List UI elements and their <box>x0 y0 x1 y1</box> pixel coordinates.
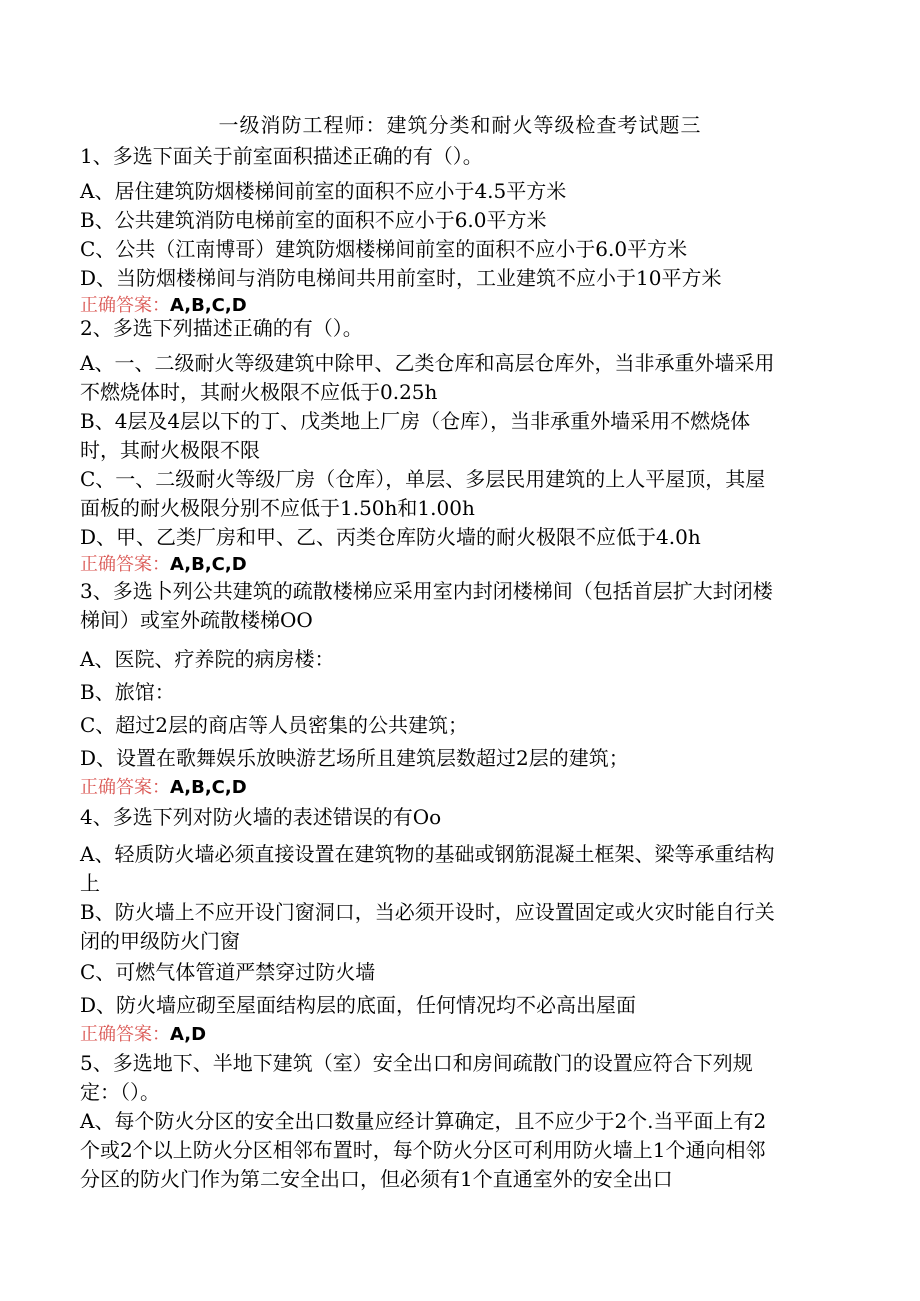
option-a-line-1: A、每个防火分区的安全出口数量应经计算确定，且不应少于2个.当平面上有2 <box>80 1109 767 1133</box>
option-d: D、甲、乙类厂房和甲、乙、丙类仓库防火墙的耐火极限不应低于4.0h <box>80 525 701 549</box>
answer-value: A,B,C,D <box>170 777 247 798</box>
option-a-line-1: A、轻质防火墙必须直接设置在建筑物的基础或钢筋混凝土框架、梁等承重结构 <box>80 842 775 866</box>
option-c: C、可燃气体管道严禁穿过防火墙 <box>80 960 376 984</box>
option-b-line-1: B、防火墙上不应开设门窗洞口，当必须开设时，应设置固定或火灾时能自行关 <box>80 900 775 924</box>
answer-label: 正确答案： <box>80 554 170 575</box>
option-b-line-1: B、4层及4层以下的丁、戊类地上厂房（仓库），当非承重外墙采用不燃烧体 <box>80 409 751 433</box>
option-c: C、公共（江南博哥）建筑防烟楼梯间前室的面积不应小于6.0平方米 <box>80 237 688 261</box>
question-stem-line-2: 定：（）。 <box>80 1080 160 1104</box>
option-d: D、当防烟楼梯间与消防电梯间共用前室时，工业建筑不应小于10平方米 <box>80 266 722 290</box>
option-a-line-2: 不燃烧体时，其耐火极限不应低于0.25h <box>80 380 438 404</box>
option-a-line-1: A、一、二级耐火等级建筑中除甲、乙类仓库和高层仓库外，当非承重外墙采用 <box>80 351 775 375</box>
question-2 <box>80 314 840 578</box>
question-stem-line-2: 梯间）或室外疏散楼梯OO <box>80 608 313 632</box>
option-c: C、超过2层的商店等人员密集的公共建筑； <box>80 713 469 737</box>
question-stem: 1、多选下面关于前室面积描述正确的有（）。 <box>80 144 483 168</box>
option-a: A、居住建筑防烟楼梯间前室的面积不应小于4.5平方米 <box>80 179 567 203</box>
question-5 <box>80 1049 840 1194</box>
correct-answer <box>80 1022 840 1048</box>
option-b-line-2: 闭的甲级防火门窗 <box>80 929 240 953</box>
option-d: D、防火墙应砌至屋面结构层的底面，任何情况均不必高出屋面 <box>80 993 637 1017</box>
question-3 <box>80 577 840 801</box>
option-b: B、旅馆： <box>80 680 175 704</box>
question-stem: 2、多选下列描述正确的有（）。 <box>80 316 363 340</box>
option-d: D、设置在歌舞娱乐放映游艺场所且建筑层数超过2层的建筑； <box>80 746 629 770</box>
question-4 <box>80 803 840 1048</box>
option-b: B、公共建筑消防电梯前室的面积不应小于6.0平方米 <box>80 208 547 232</box>
correct-answer <box>80 775 840 801</box>
question-1 <box>80 142 840 319</box>
option-c-line-2: 面板的耐火极限分别不应低于1.50h和1.00h <box>80 496 475 520</box>
question-stem: 4、多选下列对防火墙的表述错误的有Oo <box>80 805 442 829</box>
page-title: 一级消防工程师：建筑分类和耐火等级检查考试题三 <box>218 113 702 137</box>
answer-value: A,B,C,D <box>170 554 247 575</box>
option-a-line-2: 个或2个以上防火分区相邻布置时，每个防火分区可利用防火墙上1个通向相邻 <box>80 1138 766 1162</box>
option-a-line-3: 分区的防火门作为第二安全出口，但必须有1个直通室外的安全出口 <box>80 1167 673 1191</box>
option-a: A、医院、疗养院的病房楼： <box>80 647 335 671</box>
answer-value: A,B,C,D <box>170 295 247 316</box>
answer-label: 正确答案： <box>80 295 170 316</box>
answer-value: A,D <box>170 1024 207 1045</box>
option-c-line-1: C、一、二级耐火等级厂房（仓库），单层、多层民用建筑的上人平屋顶，其屋 <box>80 467 766 491</box>
correct-answer <box>80 552 840 578</box>
answer-label: 正确答案： <box>80 1024 170 1045</box>
question-stem-line-1: 5、多选地下、半地下建筑（室）安全出口和房间疏散门的设置应符合下列规 <box>80 1051 753 1075</box>
option-b-line-2: 时，其耐火极限不限 <box>80 438 260 462</box>
question-stem-line-1: 3、多选卜列公共建筑的疏散楼梯应采用室内封闭楼梯间（包括首层扩大封闭楼 <box>80 579 773 603</box>
option-a-line-2: 上 <box>80 871 100 895</box>
answer-label: 正确答案： <box>80 777 170 798</box>
